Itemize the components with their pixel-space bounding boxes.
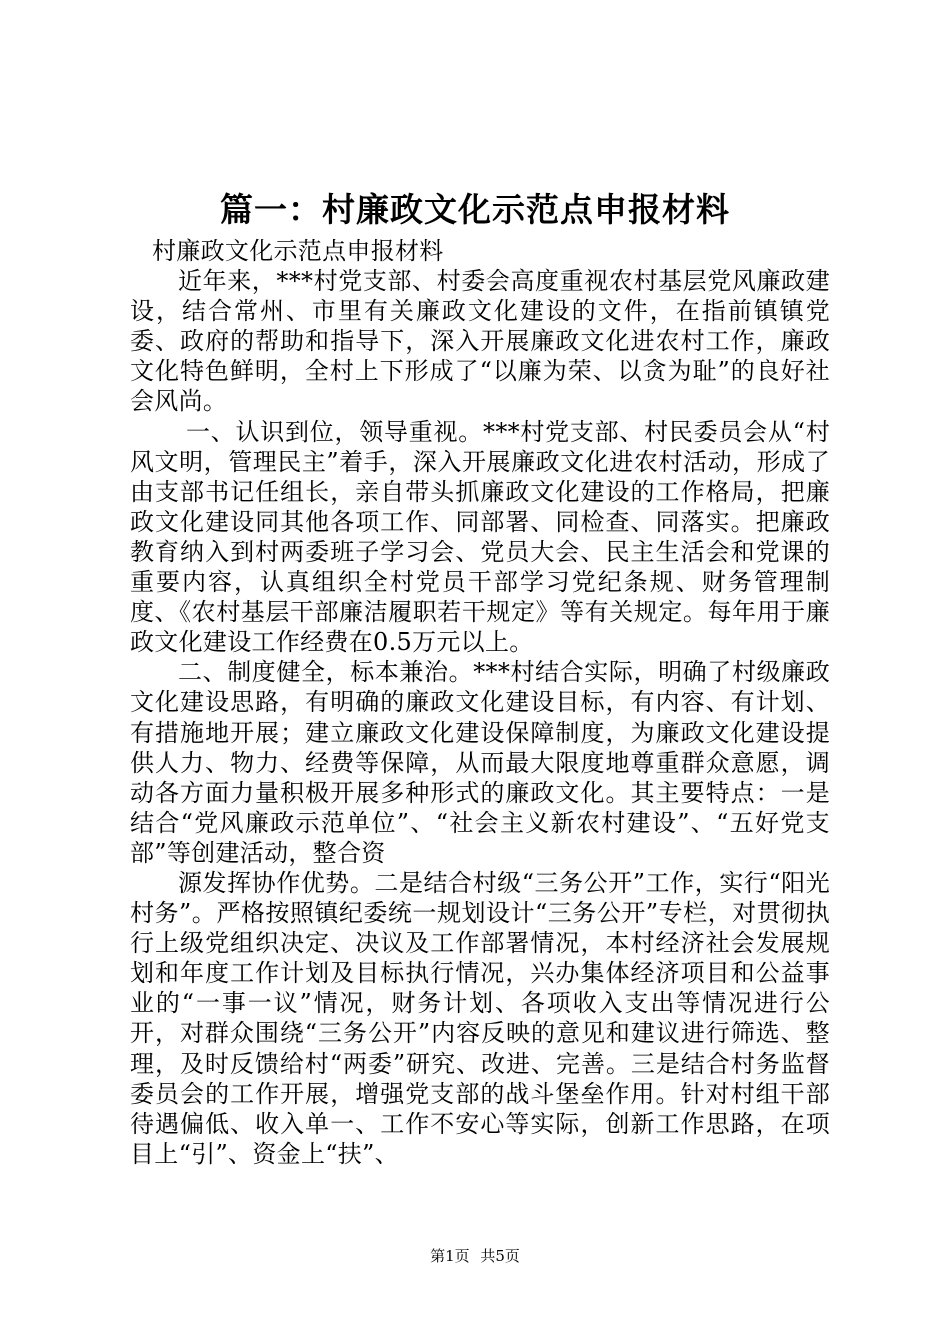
page-footer [0,1245,950,1266]
paragraph-continuation: 源发挥协作优势。二是结合村级“三务公开”工作，实行“阳光村务”。严格按照镇纪委统一规划设计“三务公开”专栏，对贯彻执行上级党组织决定、决议及工作部署情况，本村经济社会发展规划和年度工作计划及目标执行情况，兴办集体经济项目和公益事业的“一事一议”情况，财务计划、各项收入支出等情况进行公开，对群众围绕“三务公开”内容反映的意见和建议进行筛选、整理，及时反馈给村“两委”研究、改进、完善。三是结合村务监督委员会的工作开展，增强党支部的战斗堡垒作用。针对村组干部待遇偏低、收入单一、工作不安心等实际，创新工作思路，在项目上“引”、资金上“扶”、 [130,868,830,1168]
document-title: 篇一：村廉政文化示范点申报材料 [220,190,730,229]
paragraph-subtitle: 村廉政文化示范点申报材料 [152,237,444,265]
paragraph-section-one: 一、认识到位，领导重视。***村党支部、村民委员会从“村风文明，管理民主”着手，深入开展廉政文化进农村活动，形成了由支部书记任组长，亲自带头抓廉政文化建设的工作格局，把廉政文化建设同其他各项工作、同部署、同检查、同落实。把廉政教育纳入到村两委班子学习会、党员大会、民主生活会和党课的重要内容，认真组织全村党员干部学习党纪条规、财务管理制度、《农村基层干部廉洁履职若干规定》等有关规定。每年用于廉政文化建设工作经费在0.5万元以上。 [130,417,830,657]
paragraph-section-two: 二、制度健全，标本兼治。***村结合实际，明确了村级廉政文化建设思路，有明确的廉政文化建设目标，有内容、有计划、有措施地开展；建立廉政文化建设保障制度，为廉政文化建设提供人力、物力、经费等保障，从而最大限度地尊重群众意愿，调动各方面力量积极开展多种形式的廉政文化。其主要特点：一是结合“党风廉政示范单位”、“社会主义新农村建设”、“五好党支部”等创建活动，整合资 [130,658,830,867]
page-total: 共5页 [480,1247,520,1265]
document-body [130,236,830,1169]
paragraph-intro: 近年来，***村党支部、村委会高度重视农村基层党风廉政建设，结合常州、市里有关廉政文化建设的文件，在指前镇镇党委、政府的帮助和指导下，深入开展廉政文化进农村工作，廉政文化特色鲜明，全村上下形成了“以廉为荣、以贪为耻”的良好社会风尚。 [130,267,830,416]
page-number: 第1页 [430,1247,470,1265]
